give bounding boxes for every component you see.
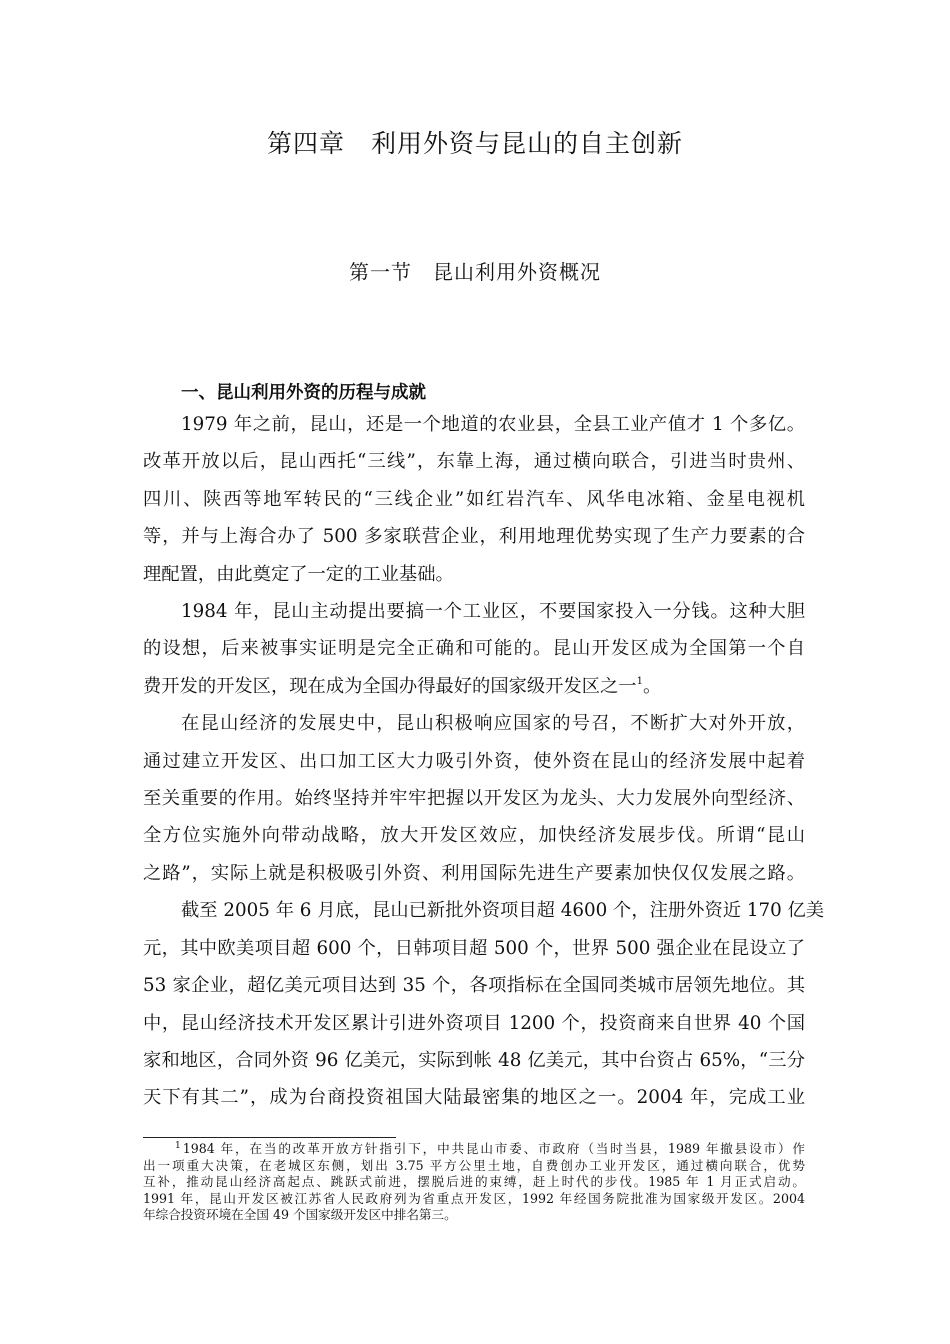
subsection-heading: 一、昆山利用外资的历程与成就 [181,383,426,403]
footnote-line [143,1141,805,1158]
footnote-number: 1 [175,1141,181,1151]
body-text [143,406,825,1117]
text-line: 截至 2005 年 6 月底，昆山已新批外资项目超 4600 个，注册外资近 170 亿美 [181,900,825,922]
section-title: 第一节 昆山利用外资概况 [349,260,601,284]
footnote-line: 互补，推动昆山经济高起点、跳跃式前进，摆脱后进的束缚，赶上时代的步伐。1985 年 1 月正式启动。 [143,1174,805,1190]
footnote-line: 年综合投资环境在全国 49 个国家级开发区中排名第三。 [143,1207,457,1223]
footnote-line-content: 1984 年，在当的改革开放方针指引下，中共昆山市委、市政府（当时当县，1989 年撤县设市）作 [182,1141,805,1156]
text-line: 天下有其二”，成为台商投资祖国大陆最密集的地区之一。2004 年，完成工业 [143,1087,805,1109]
paragraph-4 [143,892,825,1116]
text-line: 元，其中欧美项目超 600 个，日韩项目超 500 个，世界 500 强企业在昆设立了 [143,937,805,959]
paragraph-2 [143,593,805,705]
paragraph-1 [143,406,805,593]
footnote [143,1141,805,1224]
footnote-reference[interactable]: 1 [636,675,643,687]
text-line: 改革开放以后，昆山西托“三线”，东靠上海，通过横向联合，引进当时贵州、 [143,451,805,473]
text-line: 通过建立开发区、出口加工区大力吸引外资，使外资在昆山的经济发展中起着 [143,750,805,772]
text-line: 至关重要的作用。始终坚持并牢牢把握以开发区为龙头、大力发展外向型经济、 [143,788,805,810]
text-line: 等，并与上海合办了 500 多家联营企业，利用地理优势实现了生产力要素的合 [143,526,805,548]
text-line: 四川、陕西等地军转民的“三线企业”如红岩汽车、风华电冰箱、金星电视机 [143,488,805,510]
text-line: 在昆山经济的发展史中，昆山积极响应国家的号召，不断扩大对外开放， [181,713,805,735]
text-line: 理配置，由此奠定了一定的工业基础。 [143,563,454,585]
text-line: 53 家企业，超亿美元项目达到 35 个，各项指标在全国同类城市居领先地位。其 [143,975,805,997]
text-line-with-footnote [143,668,805,705]
text-line-content: 费开发的开发区，现在成为全国办得最好的国家级开发区之一 [143,675,637,697]
footnote-line: 出一项重大决策，在老城区东侧，划出 3.75 平方公里土地，自费创办工业开发区，通过横向联合，优势 [143,1157,805,1173]
text-line: 1979 年之前，昆山，还是一个地道的农业县，全县工业产值才 1 个多亿。 [181,414,805,435]
text-line: 1984 年，昆山主动提出要搞一个工业区，不要国家投入一分钱。这种大胆 [181,601,805,623]
text-line: 全方位实施外向带动战略，放大开发区效应，加快经济发展步伐。所谓“昆山 [143,825,805,847]
text-line-tail: 。 [642,675,662,697]
paragraph-3 [143,705,805,892]
chapter-title: 第四章 利用外资与昆山的自主创新 [266,129,683,158]
text-line: 之路”，实际上就是积极吸引外资、利用国际先进生产要素加快仅仅发展之路。 [143,862,805,884]
footnote-divider [143,1137,396,1138]
footnote-line: 1991 年，昆山开发区被江苏省人民政府列为省重点开发区，1992 年经国务院批准为国家级开发区。2004 [143,1190,805,1206]
text-line: 家和地区，合同外资 96 亿美元，实际到帐 48 亿美元，其中台资占 65%，“三分 [143,1049,805,1071]
text-line: 中，昆山经济技术开发区累计引进外资项目 1200 个，投资商来自世界 40 个国 [143,1012,805,1034]
text-line: 的设想，后来被事实证明是完全正确和可能的。昆山开发区成为全国第一个自 [143,638,805,660]
